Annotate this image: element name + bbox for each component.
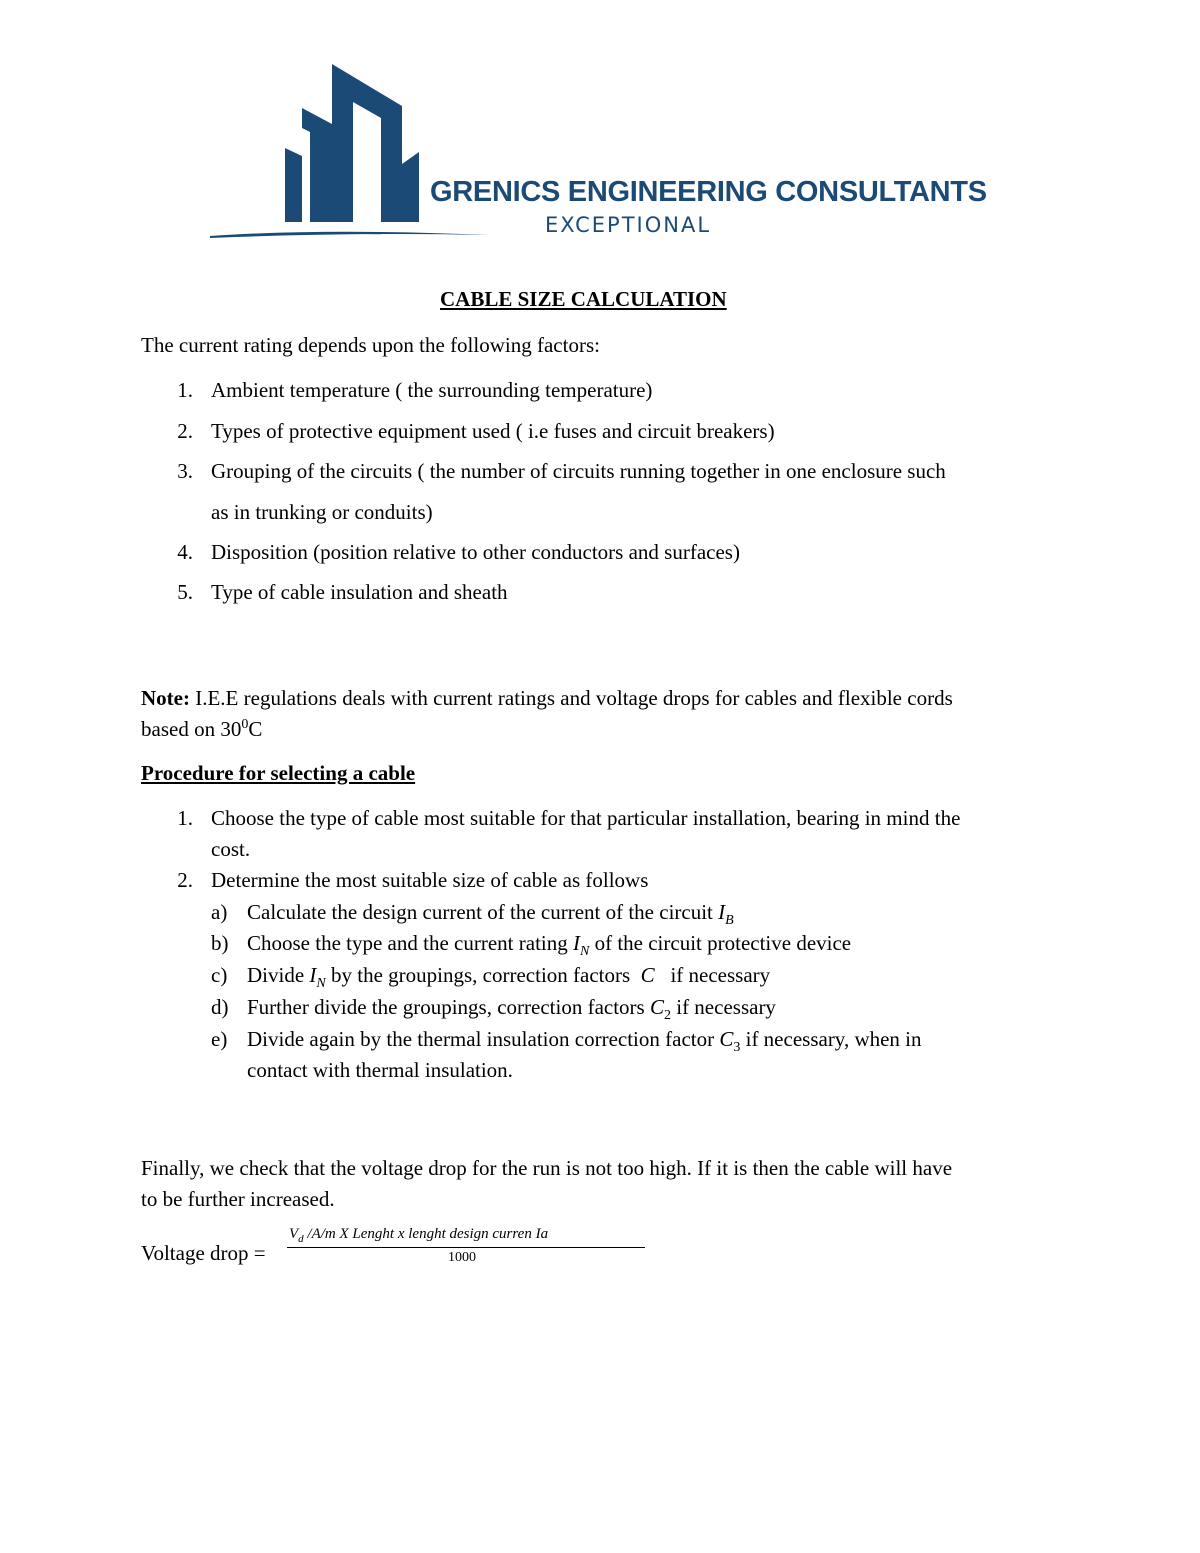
substep-item — [247, 931, 851, 960]
note-prefix: based on — [141, 717, 221, 741]
list-item-number: 2. — [177, 419, 193, 443]
math-sub: 3 — [733, 1040, 741, 1056]
math-sub: B — [725, 913, 734, 929]
list-item: Type of cable insulation and sheath — [211, 580, 508, 604]
math-var: V — [289, 1226, 299, 1242]
math-sub: 2 — [663, 1008, 671, 1024]
math-var: I — [718, 900, 726, 924]
substep-continuation: contact with thermal insulation. — [247, 1058, 513, 1082]
procedure-heading: Procedure for selecting a cable — [141, 761, 416, 785]
substep-text: Choose the type and the current rating — [247, 931, 573, 955]
substep-item — [247, 1027, 922, 1056]
math-var: C — [649, 995, 664, 1019]
step-number: 1. — [177, 806, 193, 830]
step-item: Determine the most suitable size of cable as follows — [211, 868, 649, 892]
substep-text: if necessary — [654, 963, 771, 987]
company-tagline: EXCEPTIONAL — [545, 213, 712, 237]
page-title: CABLE SIZE CALCULATION — [440, 287, 727, 311]
substep-label: c) — [211, 963, 228, 987]
formula-label: Voltage drop = — [141, 1241, 266, 1265]
formula-denominator: 1000 — [448, 1250, 476, 1265]
list-item: Disposition (position relative to other conductors and surfaces) — [211, 540, 740, 564]
substep-text: Divide again by the thermal insulation correction factor — [247, 1027, 720, 1051]
substep-text: if necessary — [670, 995, 776, 1019]
math-var: I — [309, 963, 317, 987]
note-temp-unit: C — [248, 717, 263, 741]
list-item-number: 5. — [177, 580, 193, 604]
finally-line-1: Finally, we check that the voltage drop for the run is not too high. If it is then the cable will have — [141, 1156, 953, 1180]
list-item-number: 4. — [177, 540, 193, 564]
substep-label: a) — [211, 900, 228, 924]
substep-label: e) — [211, 1027, 228, 1051]
step-number: 2. — [177, 868, 193, 892]
substep-label: b) — [211, 931, 229, 955]
math-sub: d — [298, 1233, 304, 1245]
company-logo — [205, 60, 505, 242]
step-continuation: cost. — [211, 837, 251, 861]
list-item-number: 3. — [177, 459, 193, 483]
math-sub: N — [579, 944, 590, 960]
substep-text: if necessary, when in — [740, 1027, 922, 1051]
formula-fraction — [287, 1226, 645, 1266]
math-var: C — [719, 1027, 734, 1051]
list-item-number: 1. — [177, 378, 193, 402]
note-line-2 — [141, 717, 262, 742]
substep-text: Calculate the design current of the current of the circuit — [247, 900, 719, 924]
substep-text: Further divide the groupings, correction factors — [247, 995, 650, 1019]
note-line-1 — [141, 686, 953, 711]
substep-item — [247, 900, 734, 929]
formula-numerator-text: /A/m X Lenght x lenght design curren Ia — [303, 1226, 549, 1242]
fraction-bar — [287, 1247, 645, 1248]
substep-text: by the groupings, correction factors — [325, 963, 641, 987]
finally-line-2: to be further increased. — [141, 1187, 335, 1211]
list-item: Ambient temperature ( the surrounding temperature) — [211, 378, 653, 402]
list-item-continuation: as in trunking or conduits) — [211, 500, 433, 524]
substep-text: of the circuit protective device — [589, 931, 852, 955]
company-name: GRENICS ENGINEERING CONSULTANTS — [430, 176, 987, 208]
note-text: I.E.E regulations deals with current ratings and voltage drops for cables and flexible cords — [189, 686, 953, 710]
intro-text: The current rating depends upon the following factors: — [141, 333, 600, 357]
note-temp-value: 30 — [220, 717, 242, 741]
math-sub: N — [316, 976, 326, 992]
list-item: Types of protective equipment used ( i.e fuses and circuit breakers) — [211, 419, 775, 443]
list-item: Grouping of the circuits ( the number of circuits running together in one enclosure such — [211, 459, 946, 483]
substep-item — [247, 995, 776, 1024]
note-temp-sup: 0 — [241, 717, 249, 732]
formula-numerator — [287, 1226, 645, 1245]
substep-text: Divide — [247, 963, 310, 987]
substep-label: d) — [211, 995, 229, 1019]
note-label: Note: — [141, 686, 190, 710]
math-var: C — [640, 963, 655, 987]
substep-item — [247, 963, 770, 992]
math-var: I — [572, 931, 580, 955]
step-item: Choose the type of cable most suitable for that particular installation, bearing in mind the — [211, 806, 961, 830]
